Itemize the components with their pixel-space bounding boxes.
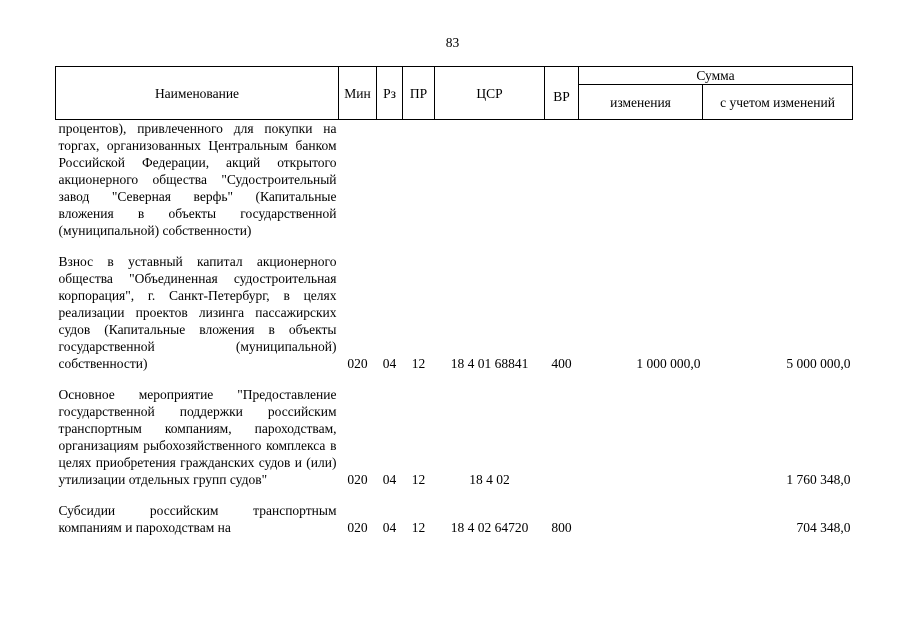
row-total: 704 348,0: [796, 520, 851, 535]
row-vr: [545, 386, 579, 488]
page-number: 83: [445, 35, 460, 50]
row-rz: 04: [382, 356, 397, 371]
row-change: [579, 502, 703, 536]
row-change: [579, 386, 703, 488]
header-change: изменения: [579, 85, 703, 120]
row-change: 1 000 000,0: [636, 356, 701, 371]
row-name: Взнос в уставный капитал акционерного общества "Объединенная судостроительная корпорация", г. Санкт-Петербург, в целях реализации проектов лизинга пассажирских судов (Капитальные вложения в объекты государственной (муниципальной) собственности): [58, 254, 337, 371]
row-min: 020: [347, 356, 368, 371]
row-rz: 04: [382, 472, 397, 487]
header-rz: Рз: [377, 67, 403, 120]
row-pr: 12: [411, 472, 426, 487]
header-name: Наименование: [56, 67, 339, 120]
row-csr: 18 4 02 64720: [450, 520, 529, 535]
row-min: [339, 120, 377, 240]
table-row: [56, 253, 853, 372]
table-row: [56, 502, 853, 536]
row-pr: 12: [411, 520, 426, 535]
row-name: процентов), привлеченного для покупки на торгах, организованных Центральным банком Российской Федерации, акций открытого акционерного общества "Судостроительный завод "Северная верфь" (Капитальные вложения в объекты государственной (муниципальной) собственности): [58, 121, 337, 238]
row-csr: 18 4 02: [469, 472, 510, 487]
row-name: Субсидии российским транспортным компаниям и пароходствам на: [58, 503, 337, 535]
table-header: [56, 67, 853, 120]
row-vr: [545, 120, 579, 240]
row-csr: [435, 120, 545, 240]
header-vr: ВР: [545, 67, 579, 120]
header-pr: ПР: [403, 67, 435, 120]
row-change: [579, 120, 703, 240]
row-name: Основное мероприятие "Предоставление государственной поддержки российским транспортным компаниям, пароходствам, организациям рыбохозяйственного комплекса в целях приобретения гражданских судов и (или) утилизации отдельных групп судов": [58, 387, 337, 487]
header-min: Мин: [339, 67, 377, 120]
header-csr: ЦСР: [435, 67, 545, 120]
row-vr: 800: [551, 520, 572, 535]
row-rz: [377, 120, 403, 240]
header-sum: Сумма: [579, 67, 853, 85]
table-row: [56, 386, 853, 488]
row-csr: 18 4 01 68841: [450, 356, 529, 371]
row-pr: 12: [411, 356, 426, 371]
row-vr: 400: [551, 356, 572, 371]
budget-table: [55, 66, 853, 536]
row-min: 020: [347, 520, 368, 535]
row-min: 020: [347, 472, 368, 487]
row-pr: [403, 120, 435, 240]
row-total: 1 760 348,0: [786, 472, 851, 487]
row-rz: 04: [382, 520, 397, 535]
table-row: [56, 120, 853, 240]
row-total: [703, 120, 853, 240]
header-total: с учетом изменений: [703, 85, 853, 120]
row-total: 5 000 000,0: [786, 356, 851, 371]
